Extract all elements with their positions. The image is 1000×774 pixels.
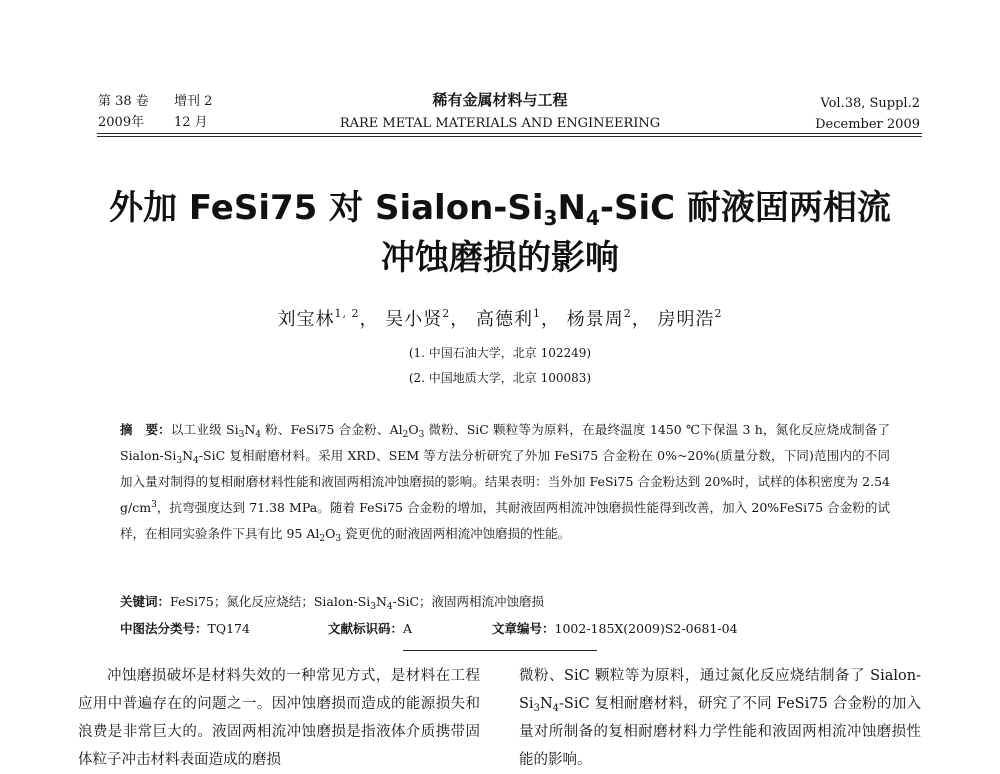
body-right-column: 微粉、SiC 颗粒等为原料，通过氮化反应烧结制备了 Sialon-$Si_3N_4$-SiC 复相耐磨材料，研究了不同 FeSi75 合金粉的加入量对所制备的复相耐磨材料力学性能和液固两相流冲蚀磨损性能的影响。 xyxy=(519,668,921,768)
volume-cn: 第 38 卷 xyxy=(98,94,149,109)
article-number: 文章编号：1002-185X(2009)S2-0681-04 xyxy=(492,621,738,636)
body-left-column: 冲蚀磨损破坏是材料失效的一种常见方式，是材料在工程应用中普遍存在的问题之一。因冲蚀磨损而造成的能源损失和浪费是非常巨大的。液固两相流冲蚀磨损是指液体介质携带固体粒子冲击材料表面造成的磨损 xyxy=(78,668,480,768)
keywords-label: 关键词： xyxy=(120,594,171,609)
affiliation-1: (1. 中国石油大学，北京 102249) xyxy=(408,346,592,360)
clc-number: 中图法分类号：TQ174 xyxy=(120,621,250,636)
author-1: 刘宝林$^{1, 2}$， xyxy=(277,307,379,330)
volume-en: Vol.38, Suppl.2 xyxy=(820,96,920,111)
author-3: 高德利$^1$， xyxy=(476,307,560,330)
journal-title-cn: 稀有金属材料与工程 xyxy=(432,91,568,109)
abstract-label: 摘 要： xyxy=(120,422,171,437)
journal-title-en: RARE METAL MATERIALS AND ENGINEERING xyxy=(339,116,661,131)
paper-title-line2: 冲蚀磨损的影响 xyxy=(381,238,619,278)
document-code: 文献标识码：A xyxy=(328,621,413,636)
year-cn: 2009年 xyxy=(98,115,145,130)
date-en: December 2009 xyxy=(815,117,920,132)
supplement-cn: 增刊 2 xyxy=(174,94,213,109)
author-list xyxy=(0,305,1000,331)
affiliation-2: (2. 中国地质大学，北京 100083) xyxy=(408,371,592,385)
keywords: 关键词：FeSi75；氮化反应烧结；Sialon-$Si_3N_4$-SiC；液固两相流冲蚀磨损 xyxy=(120,594,545,612)
section-divider xyxy=(403,650,597,651)
header-rule xyxy=(97,133,922,134)
month-cn: 12 月 xyxy=(174,115,208,130)
abstract: 摘 要：以工业级 $Si_3N_4$ 粉、FeSi75 合金粉、$Al_2O_3$ 微粉、SiC 颗粒等为原料，在最终温度 1450 ℃下保温 3 h，氮化反应烧成制备了 Sialon-$Si_3N_4$-SiC 复相耐磨材料。采用 XRD、SEM 等方法分析研究了外加 FeSi75 合金粉在 0%~20%(质量分数，下同)范围内的不同加入量对制得的复相耐磨材料性能和液固两相流冲蚀磨损的影响。结果表明：当外加 FeSi75 合金粉达到 20%时，试样的体积密度为 2.54 $g/cm^3$，抗弯强度达到 71.38 MPa。随着 FeSi75 合金粉的增加，其耐液固两相流冲蚀磨损性能得到改善，加入 20%FeSi75 合金粉的试样，在相同实验条件下具有比 95 $Al_2O_3$ 瓷更优的耐液固两相流冲蚀磨损的性能。 xyxy=(120,422,890,544)
author-2: 吴小贤$^2$， xyxy=(385,307,470,330)
paper-title-line1: 外加 FeSi75 对 Sialon-$Si_3N_4$-SiC 耐液固两相流 xyxy=(109,188,891,230)
header-rule-2 xyxy=(97,136,922,137)
author-4: 杨景周$^2$， xyxy=(566,307,651,330)
author-5: 房明浩$^2$ xyxy=(657,307,723,330)
